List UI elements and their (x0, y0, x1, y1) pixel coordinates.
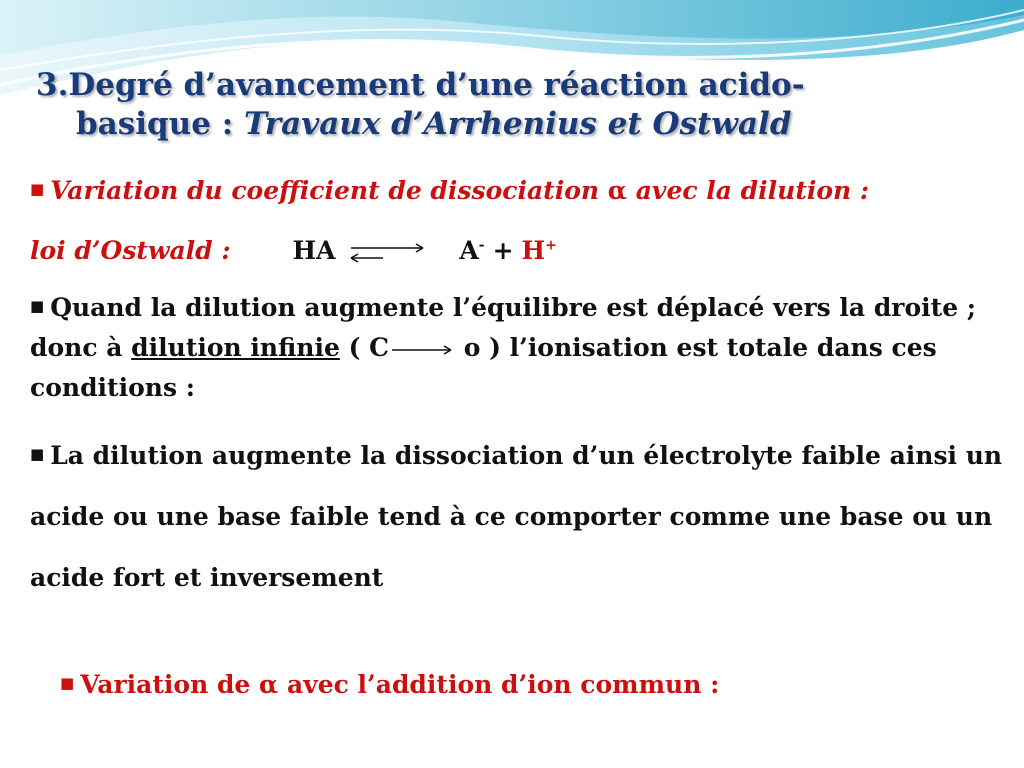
plus-sign: + (492, 236, 514, 265)
alpha-symbol: α (259, 670, 279, 699)
ostwald-equation (30, 236, 557, 265)
bullet-dilution-variation: ■ Variation du coefficient de dissociation α avec la dilution : (30, 176, 870, 205)
bullet-square-icon: ■ (30, 297, 45, 315)
title-subtitle: Travaux d’Arrhenius et Ostwald (243, 106, 792, 142)
bullet-common-ion: ■ Variation de α avec l’addition d’ion commun : (60, 670, 720, 699)
product-proton: H+ (521, 236, 557, 265)
ostwald-label: loi d’Ostwald : (30, 236, 231, 265)
equilibrium-arrows-icon (343, 241, 433, 265)
dilution-infinie-term: dilution infinie (131, 333, 340, 362)
product-anion: A- (459, 236, 485, 265)
title-line-2: basique : Travaux d’Arrhenius et Ostwald (76, 106, 792, 142)
bullet-square-icon: ■ (30, 180, 45, 198)
title-line-1: 3.Degré d’avancement d’une réaction acido- (36, 67, 805, 103)
slide-title (36, 66, 996, 144)
bullet-infinite-dilution: ■ Quand la dilution augmente l’équilibre est déplacé vers la droite ; donc à dilution infinie ( C o ) l’ionisation est totale dans ces conditions : (30, 293, 977, 402)
reactant-ha: HA (292, 236, 336, 265)
bullet-square-icon: ■ (30, 445, 45, 463)
alpha-symbol: α (607, 176, 628, 205)
bullet-dissociation-weak-electrolyte: ■ La dilution augmente la dissociation d’un électrolyte faible ainsi un acide ou une base faible tend à ce comporter comme une base ou un acide fort et inversement (30, 441, 1003, 592)
bullet-square-icon: ■ (60, 674, 75, 692)
tends-to-arrow-icon (389, 342, 455, 358)
